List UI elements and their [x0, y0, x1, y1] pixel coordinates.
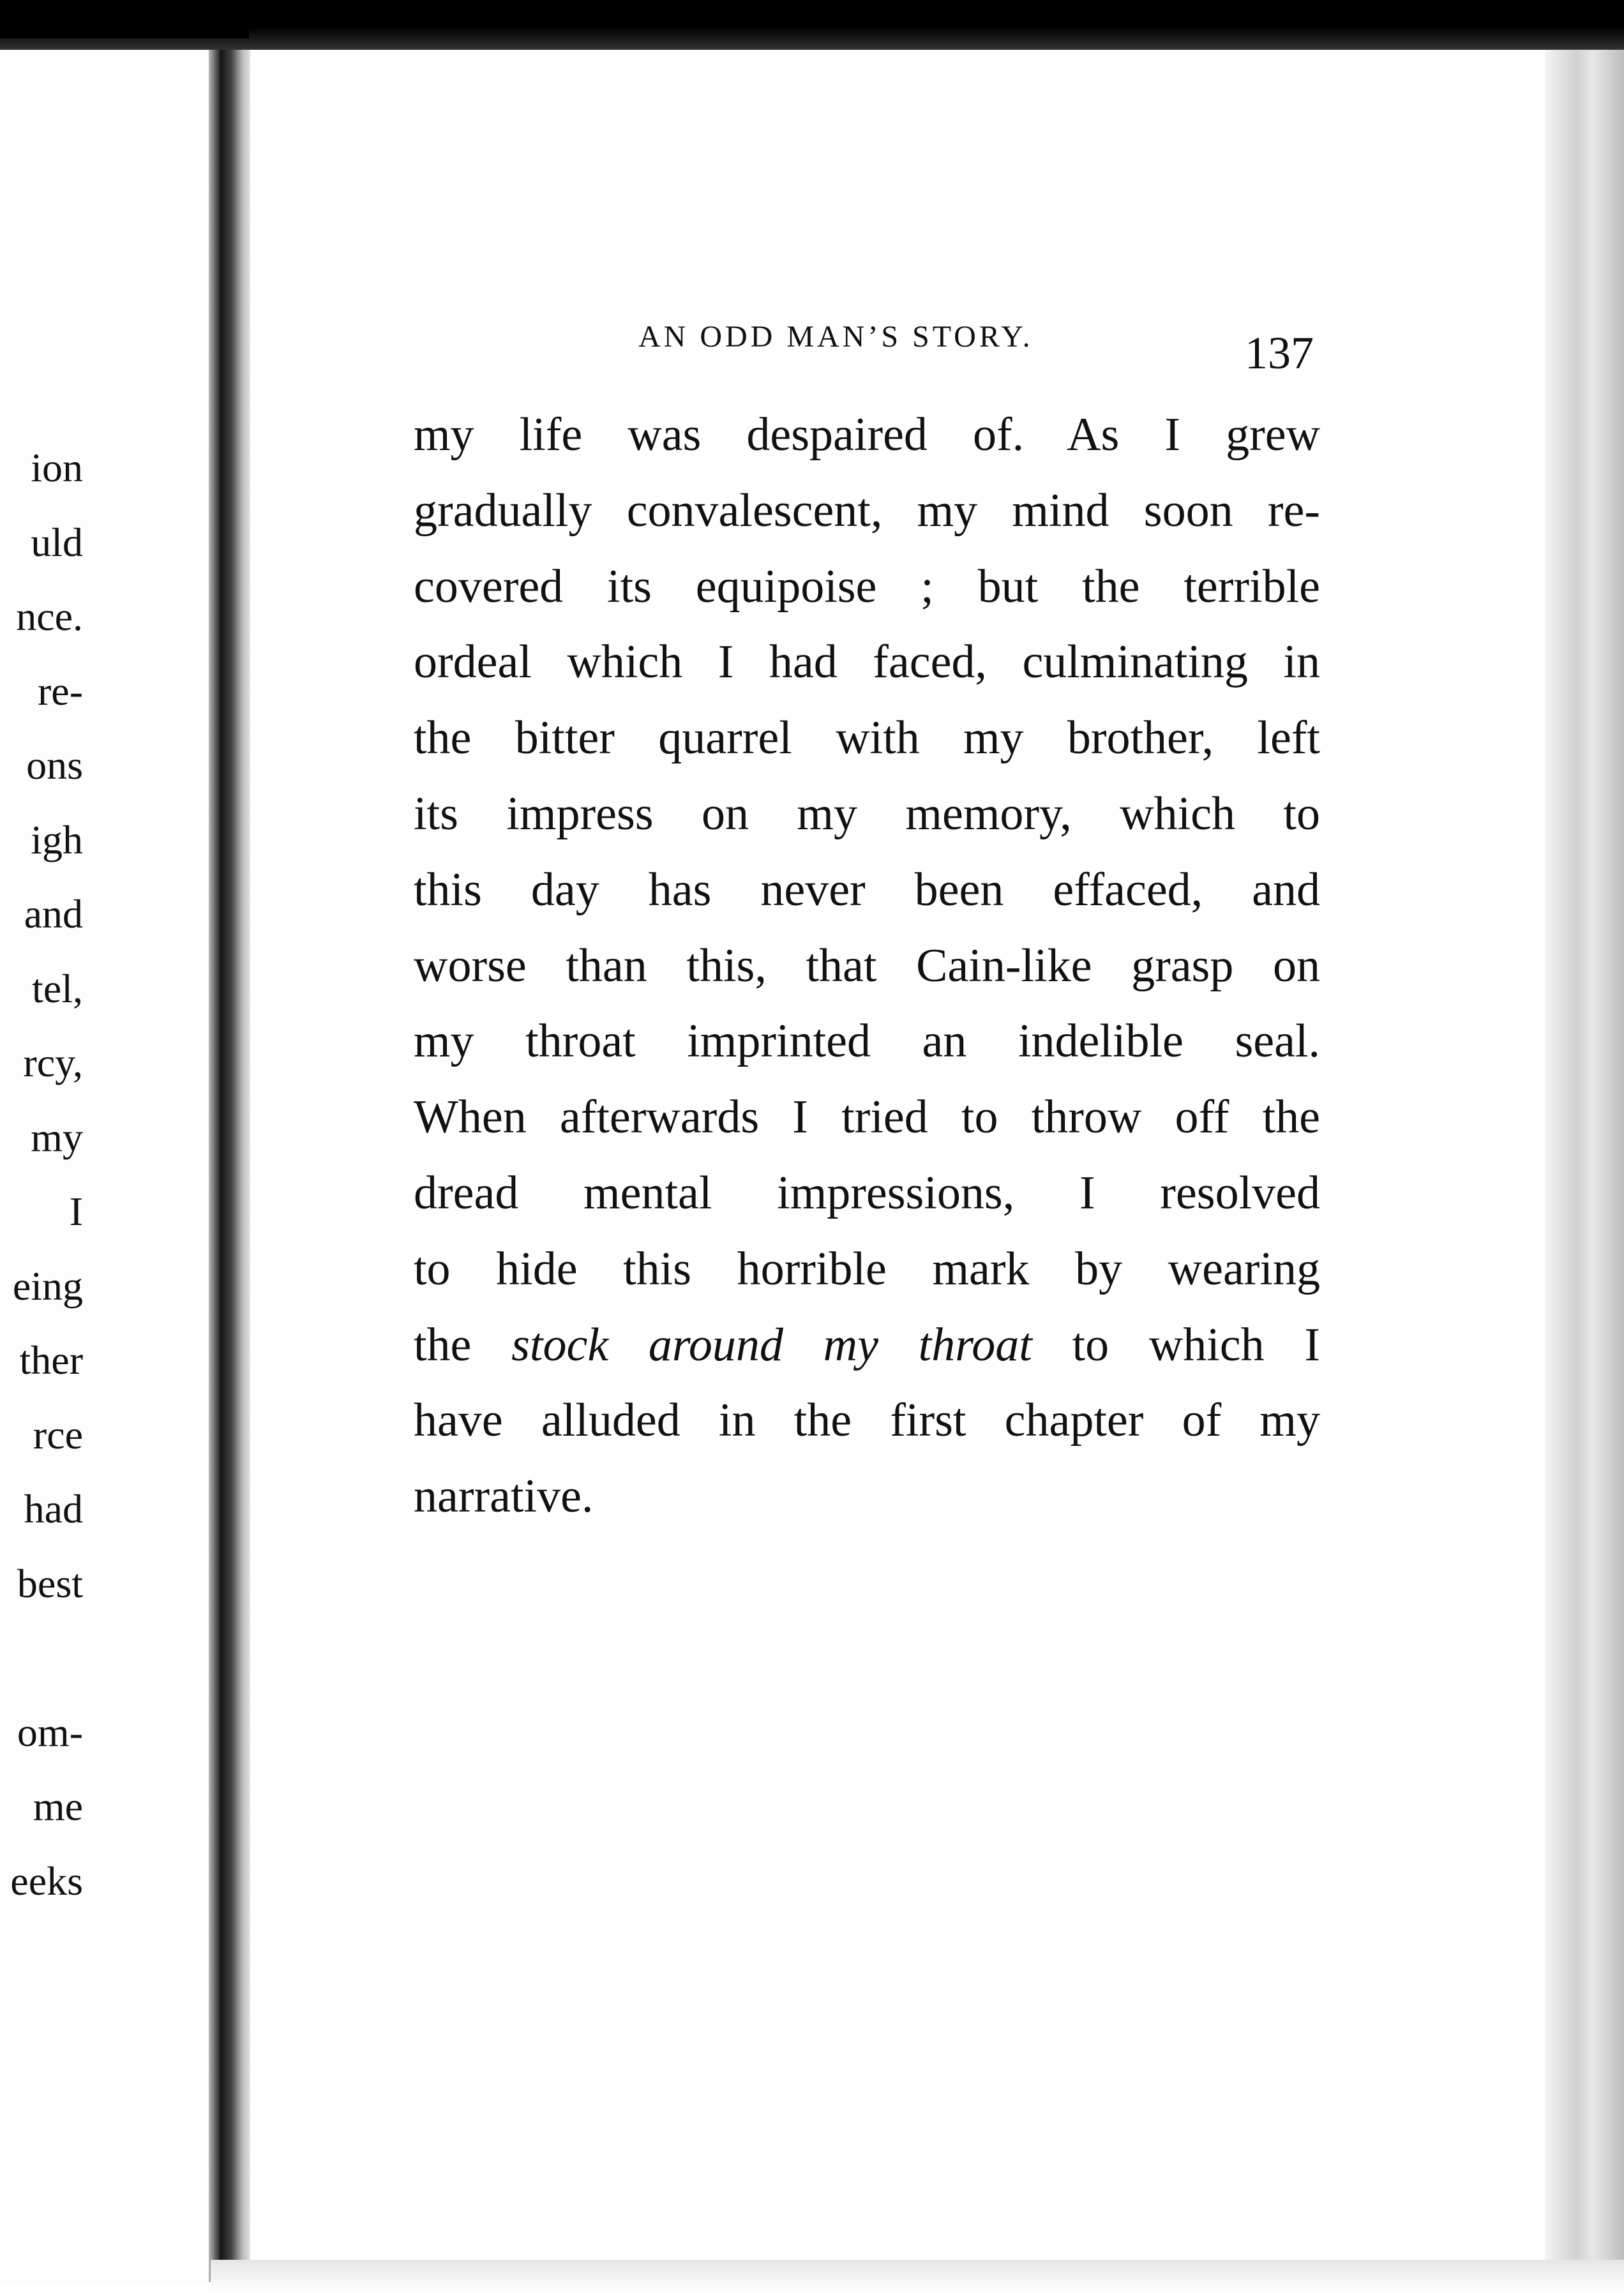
body-line: to hide this horrible mark by wearing [414, 1242, 1320, 1295]
left-page-text-fragments [0, 431, 83, 1918]
left-page-fragment: uld [31, 519, 83, 565]
left-page-fragment: me [33, 1784, 83, 1829]
body-line: its impress on my memory, which to [414, 787, 1320, 840]
body-line: ordeal which I had faced, culminating in [414, 636, 1320, 689]
body-line-after-italic: to which I [1032, 1318, 1321, 1371]
facing-left-page [0, 35, 220, 2282]
left-page-fragment: ons [26, 742, 83, 788]
left-page-fragment: om- [17, 1709, 83, 1755]
scanner-top-border-left [0, 0, 249, 38]
book-gutter [220, 26, 252, 2285]
left-page-fragment: ion [31, 445, 83, 490]
body-line: my life was despaired of. As I grew [414, 409, 1320, 461]
left-page-fragment: igh [31, 816, 83, 862]
left-page-fragment: nce. [16, 594, 83, 639]
left-page-fragment: rcy, [23, 1040, 83, 1085]
body-line: this day has never been effaced, and [414, 863, 1320, 916]
left-page-fragment: best [17, 1560, 83, 1606]
body-text [414, 397, 1320, 1535]
page-edge-bottom [211, 2260, 1624, 2293]
italic-phrase: stock around my throat [511, 1318, 1032, 1371]
left-page-fragment: ther [19, 1337, 83, 1383]
left-page-fragment: eing [12, 1263, 83, 1309]
left-page-fragment: I [69, 1189, 83, 1234]
body-line: When afterwards I tried to throw off the [414, 1091, 1320, 1144]
left-page-shadow [209, 35, 220, 2282]
body-line: covered its equipoise ; but the terrible [414, 560, 1320, 613]
left-page-fragment: tel, [32, 965, 83, 1011]
left-page-fragment [0, 1621, 83, 1695]
page-edge-right [1545, 33, 1624, 2293]
left-page-fragment: my [31, 1114, 83, 1160]
running-header: AN ODD MAN’S STORY. [638, 320, 1034, 354]
body-line: worse than this, that Cain-like grasp on [414, 939, 1320, 992]
body-line-italic-phrase [414, 1307, 1320, 1383]
body-line: gradually convalescent, my mind soon re- [414, 484, 1320, 537]
page-number: 137 [1245, 327, 1314, 379]
body-line-last: narrative. [414, 1470, 594, 1523]
left-page-fragment: eeks [10, 1858, 83, 1904]
body-line-before-italic: the [414, 1318, 512, 1371]
left-page-fragment: and [24, 891, 83, 936]
left-page-fragment: had [24, 1486, 83, 1531]
body-line: my throat imprinted an indelible seal. [414, 1015, 1320, 1068]
body-line: dread mental impressions, I resolved [414, 1166, 1320, 1219]
left-page-fragment: rce [33, 1411, 83, 1457]
body-line: have alluded in the first chapter of my [414, 1394, 1320, 1447]
left-page-fragment: re- [37, 668, 83, 714]
body-line: the bitter quarrel with my brother, left [414, 712, 1320, 765]
